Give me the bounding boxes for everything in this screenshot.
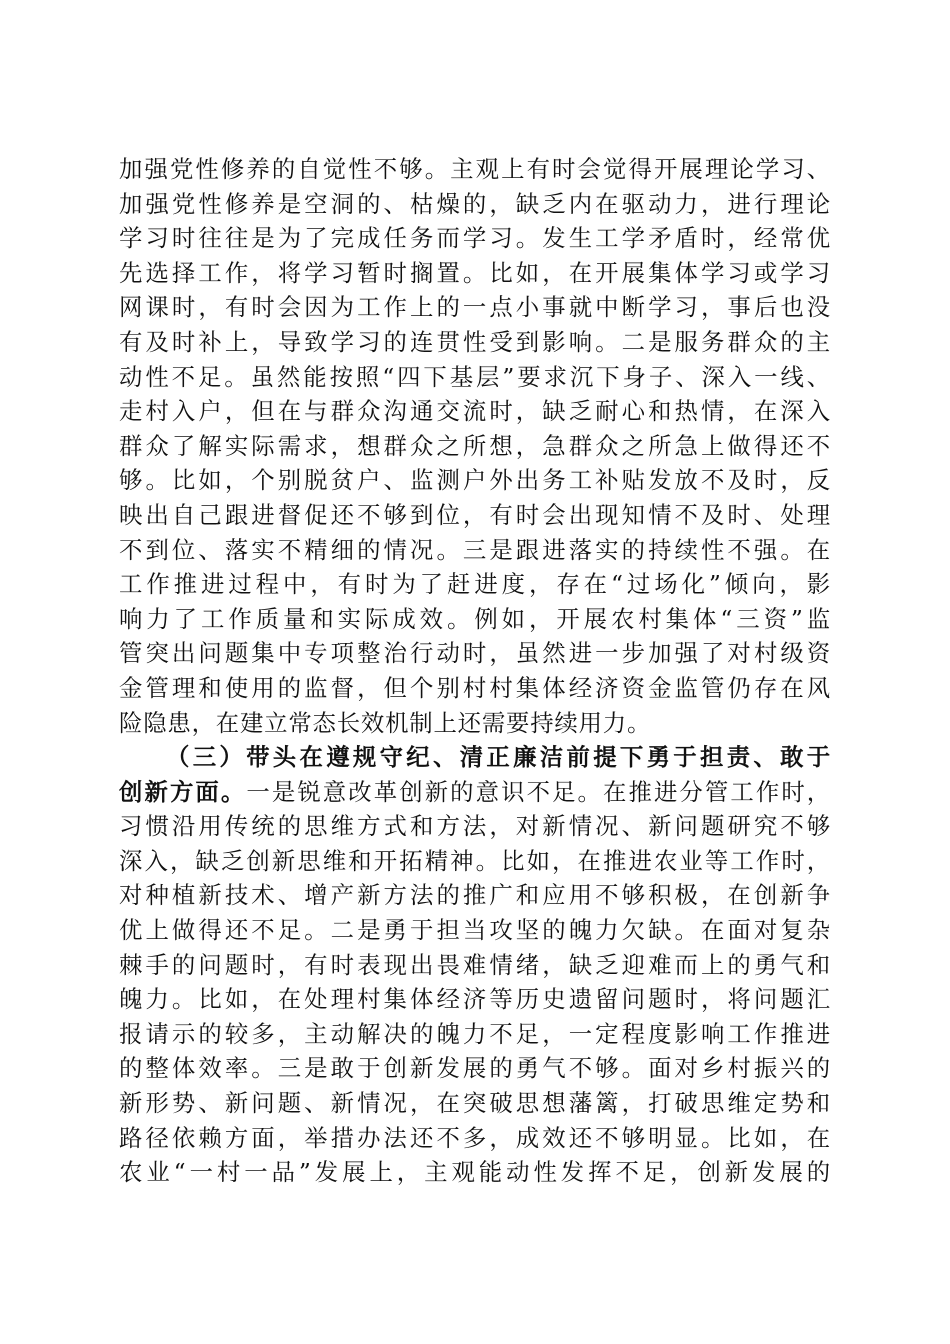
text-line: 棘手的问题时，有时表现出畏难情绪，缺乏迎难而上的勇气和	[119, 950, 831, 979]
text-line: 学习时往往是为了完成任务而学习。发生工学矛盾时，经常优	[119, 224, 831, 253]
text-line: 走村入户，但在与群众沟通交流时，缺乏耐心和热情，在深入	[119, 397, 831, 426]
section-heading-continuation	[119, 775, 831, 810]
section-heading: （三）带头在遵规守纪、清正廉洁前提下勇于担责、敢于	[166, 743, 831, 772]
text-line: 加强党性修养是空洞的、枯燥的，缺乏内在驱动力，进行理论	[119, 189, 831, 218]
text-line: 先选择工作，将学习暂时搁置。比如，在开展集体学习或学习	[119, 258, 831, 287]
text-line: 习惯沿用传统的思维方式和方法，对新情况、新问题研究不够	[119, 812, 831, 841]
document-body	[119, 152, 831, 1190]
text-line: 映出自己跟进督促还不够到位，有时会出现知情不及时、处理	[119, 500, 831, 529]
text-line: 管突出问题集中专项整治行动时，虽然进一步加强了对村级资	[119, 639, 831, 668]
text-line: 群众了解实际需求，想群众之所想，急群众之所急上做得还不	[119, 431, 831, 460]
text-line: 优上做得还不足。二是勇于担当攻坚的魄力欠缺。在面对复杂	[119, 916, 831, 945]
text-line: 一是锐意改革创新的意识不足。在推进分管工作时，	[246, 777, 831, 806]
text-line: 魄力。比如，在处理村集体经济等历史遗留问题时，将问题汇	[119, 985, 831, 1014]
text-line: 险隐患，在建立常态长效机制上还需要持续用力。	[119, 708, 652, 737]
text-line: 响力了工作质量和实际成效。例如，开展农村集体“三资”监	[119, 604, 831, 633]
text-line: 新形势、新问题、新情况，在突破思想藩篱，打破思维定势和	[119, 1089, 831, 1118]
text-line: 报请示的较多，主动解决的魄力不足，一定程度影响工作推进	[119, 1019, 831, 1048]
text-line: 加强党性修养的自觉性不够。主观上有时会觉得开展理论学习、	[119, 155, 831, 183]
text-line: 农业“一村一品”发展上，主观能动性发挥不足，创新发展的	[119, 1158, 831, 1187]
text-line: 工作推进过程中，有时为了赶进度，存在“过场化”倾向，影	[119, 570, 831, 599]
text-line: 金管理和使用的监督，但个别村村集体经济资金监管仍存在风	[119, 673, 831, 702]
text-line: 的整体效率。三是敢于创新发展的勇气不够。面对乡村振兴的	[119, 1054, 831, 1083]
text-line: 网课时，有时会因为工作上的一点小事就中断学习，事后也没	[119, 293, 831, 322]
text-line: 动性不足。虽然能按照“四下基层”要求沉下身子、深入一线、	[119, 362, 831, 391]
text-line: 路径依赖方面，举措办法还不多，成效还不够明显。比如，在	[119, 1123, 831, 1152]
text-line: 深入，缺乏创新思维和开拓精神。比如，在推进农业等工作时，	[119, 846, 831, 875]
text-line: 不到位、落实不精细的情况。三是跟进落实的持续性不强。在	[119, 535, 831, 564]
text-line: 对种植新技术、增产新方法的推广和应用不够积极，在创新争	[119, 881, 831, 910]
text-line: 够。比如，个别脱贫户、监测户外出务工补贴发放不及时，反	[119, 466, 831, 495]
text-line: 有及时补上，导致学习的连贯性受到影响。二是服务群众的主	[119, 327, 831, 356]
section-heading-tail: 创新方面。	[119, 777, 247, 806]
